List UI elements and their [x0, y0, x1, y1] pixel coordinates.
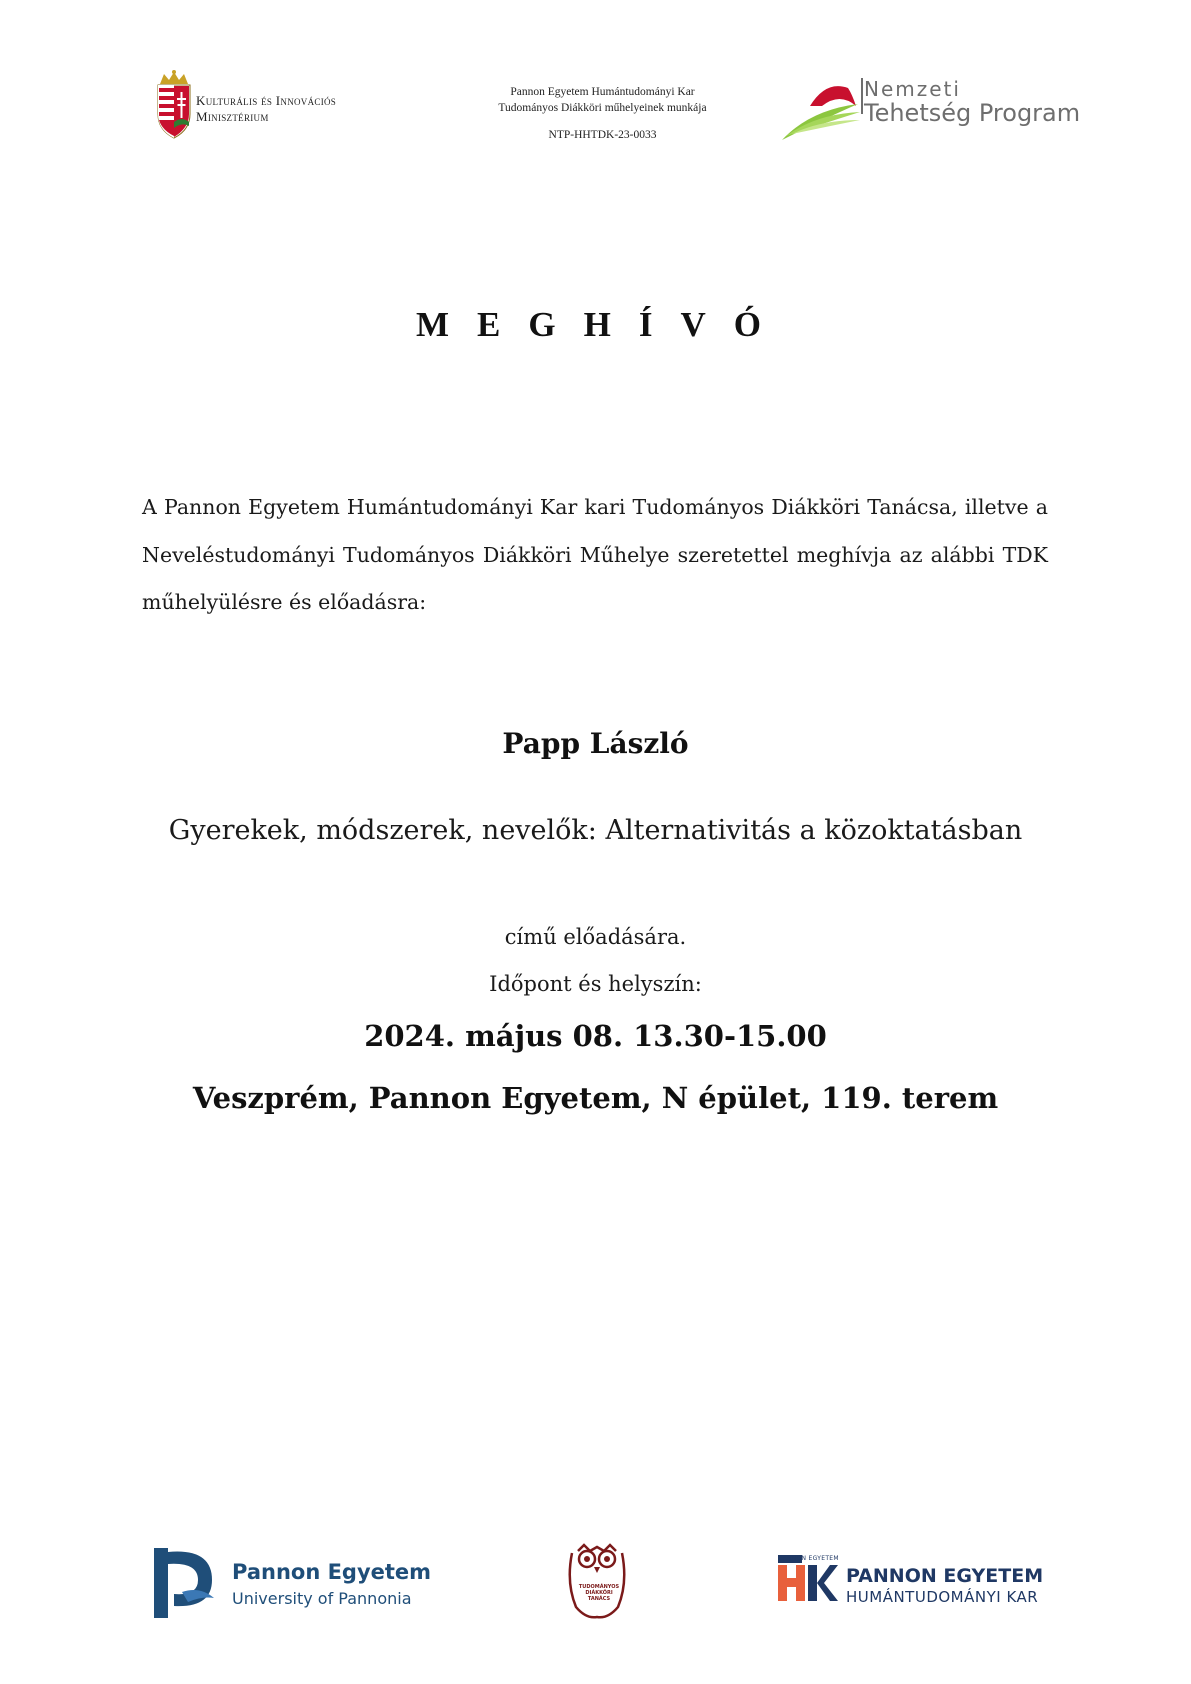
pannon-p-icon — [152, 1548, 220, 1618]
event-venue: Veszprém, Pannon Egyetem, N épület, 119. terem — [192, 1081, 999, 1115]
ministry-name — [196, 93, 426, 125]
owl-icon — [566, 1543, 628, 1619]
header-line2: Tudományos Diákköri műhelyeinek munkája — [498, 102, 707, 114]
ministry-line2: Minisztérium — [196, 109, 269, 124]
pe-name: Pannon Egyetem — [232, 1560, 432, 1584]
ntp-line2: Tehetség Program — [864, 99, 1081, 127]
hk-subtitle: HUMÁNTUDOMÁNYI KAR — [846, 1588, 1039, 1606]
hk-name: PANNON EGYETEM — [846, 1565, 1044, 1587]
ministry-line1: Kulturális és Innovációs — [196, 93, 337, 108]
page-title: MEGHÍVÓ — [416, 305, 789, 344]
ntp-line1: Nemzeti — [864, 77, 961, 101]
hk-monogram-icon — [778, 1555, 838, 1603]
tdt-line2: DIÁKKÖRI — [585, 1590, 613, 1596]
tdt-line1: TUDOMÁNYOS — [578, 1584, 620, 1590]
intro-paragraph: A Pannon Egyetem Humántudományi Kar kari Tudományos Diákköri Tanácsa, illetve a Neveléstudományi Tudományos Diákköri Műhelye szeretettel meghívja az alábbi TDK műhelyülésre és előadásra: — [142, 495, 1048, 614]
hk-small-label: PANNON EGYETEM — [779, 1555, 839, 1562]
pe-subtitle: University of Pannonia — [232, 1589, 412, 1608]
tdt-line3: TANÁCS — [587, 1596, 611, 1602]
tdt-label — [572, 1584, 626, 1602]
project-code: NTP-HHTDK-23-0033 — [548, 129, 657, 141]
time-place-label: Időpont és helyszín: — [489, 972, 702, 996]
event-datetime: 2024. május 08. 13.30-15.00 — [364, 1019, 827, 1053]
header-line1: Pannon Egyetem Humántudományi Kar — [510, 86, 695, 98]
talk-title: Gyerekek, módszerek, nevelők: Alternativitás a közoktatásban — [168, 815, 1023, 846]
talk-suffix: című előadására. — [504, 925, 687, 949]
speaker-name: Papp László — [502, 727, 689, 760]
header-center-text — [430, 84, 775, 143]
